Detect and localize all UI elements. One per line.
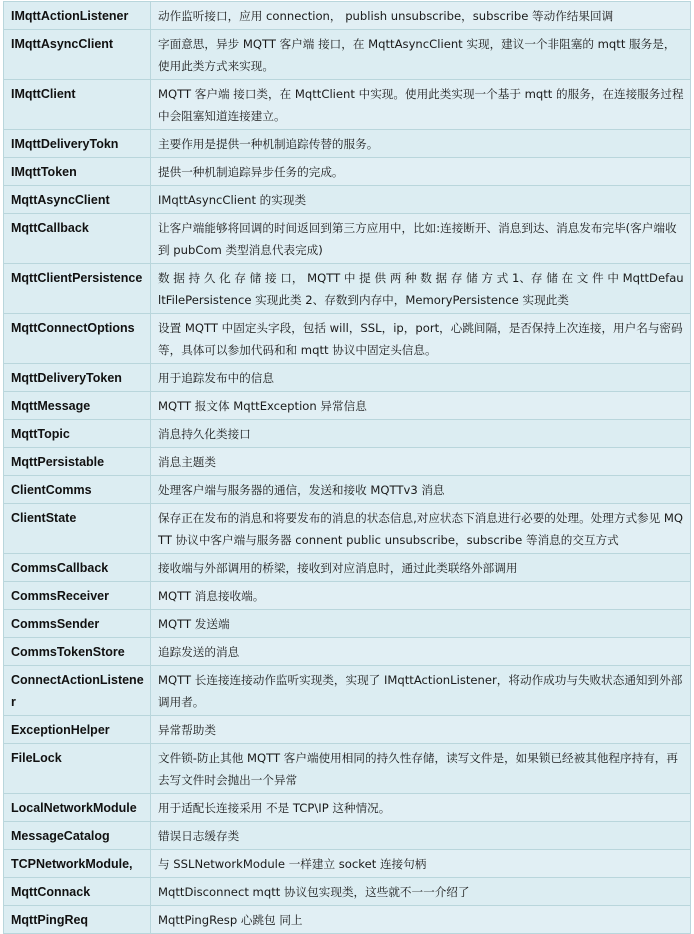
table-row <box>4 582 691 610</box>
table-row <box>4 158 691 186</box>
class-description-cell: MQTT 消息接收端。 <box>151 582 691 610</box>
class-description-cell: MQTT 长连接连接动作监听实现类，实现了 IMqttActionListener，将动作成功与失败状态通知到外部调用者。 <box>151 666 691 716</box>
class-description-cell: 处理客户端与服务器的通信，发送和接收 MQTTv3 消息 <box>151 476 691 504</box>
table-row <box>4 314 691 364</box>
class-description-cell: 异常帮助类 <box>151 716 691 744</box>
table-row <box>4 822 691 850</box>
table-row <box>4 476 691 504</box>
class-description-cell: 消息主题类 <box>151 448 691 476</box>
class-description-cell: IMqttAsyncClient 的实现类 <box>151 186 691 214</box>
class-description-cell: 设置 MQTT 中固定头字段，包括 will，SSL，ip，port，心跳间隔，是否保持上次连接，用户名与密码等，具体可以参加代码和和 mqtt 协议中固定头信息。 <box>151 314 691 364</box>
class-name-cell: MqttCallback <box>4 214 151 264</box>
table-row <box>4 420 691 448</box>
class-name-cell: MqttAsyncClient <box>4 186 151 214</box>
class-description-cell: 数 据 持 久 化 存 储 接 口， MQTT 中 提 供 两 种 数 据 存 储 方 式 1、存 储 在 文 件 中 MqttDefaultFilePersistence 实现此类 2、存数到内存中，MemoryPersistence 实现此类 <box>151 264 691 314</box>
class-name-cell: MqttTopic <box>4 420 151 448</box>
class-name-cell: FileLock <box>4 744 151 794</box>
table-row <box>4 80 691 130</box>
class-name-cell: MqttClientPersistence <box>4 264 151 314</box>
class-name-cell: MqttDeliveryToken <box>4 364 151 392</box>
class-description-cell: 接收端与外部调用的桥梁，接收到对应消息时，通过此类联络外部调用 <box>151 554 691 582</box>
class-description-cell: 追踪发送的消息 <box>151 638 691 666</box>
class-name-cell: CommsTokenStore <box>4 638 151 666</box>
table-row <box>4 392 691 420</box>
class-name-cell: ClientComms <box>4 476 151 504</box>
class-name-cell: CommsReceiver <box>4 582 151 610</box>
class-name-cell: IMqttToken <box>4 158 151 186</box>
class-description-cell: 消息持久化类接口 <box>151 420 691 448</box>
table-row <box>4 744 691 794</box>
class-description-cell: 动作监听接口，应用 connection， publish unsubscribe，subscribe 等动作结果回调 <box>151 2 691 30</box>
class-description-cell: MQTT 报文体 MqttException 异常信息 <box>151 392 691 420</box>
class-name-cell: ClientState <box>4 504 151 554</box>
table-row <box>4 448 691 476</box>
class-name-cell: MqttConnectOptions <box>4 314 151 364</box>
table-row <box>4 2 691 30</box>
class-name-cell: TCPNetworkModule, <box>4 850 151 878</box>
table-row <box>4 666 691 716</box>
table-row <box>4 214 691 264</box>
table-row <box>4 716 691 744</box>
class-name-cell: MqttPingReq <box>4 906 151 934</box>
class-name-cell: ExceptionHelper <box>4 716 151 744</box>
table-row <box>4 638 691 666</box>
class-name-cell: IMqttActionListener <box>4 2 151 30</box>
class-name-cell: MqttMessage <box>4 392 151 420</box>
class-description-cell: 字面意思，异步 MQTT 客户端 接口，在 MqttAsyncClient 实现，建议一个非阻塞的 mqtt 服务是，使用此类方式来实现。 <box>151 30 691 80</box>
class-name-cell: IMqttDeliveryTokn <box>4 130 151 158</box>
table-row <box>4 130 691 158</box>
table-body <box>4 2 691 934</box>
class-description-cell: 保存正在发布的消息和将要发布的消息的状态信息,对应状态下消息进行必要的处理。处理方式参见 MQTT 协议中客户端与服务器 connent public unsubscribe，subscribe 等消息的交互方式 <box>151 504 691 554</box>
table-row <box>4 264 691 314</box>
table-row <box>4 504 691 554</box>
class-description-cell: 提供一种机制追踪异步任务的完成。 <box>151 158 691 186</box>
class-description-cell: 错误日志缓存类 <box>151 822 691 850</box>
class-name-cell: CommsCallback <box>4 554 151 582</box>
class-description-cell: MqttPingResp 心跳包 同上 <box>151 906 691 934</box>
table-row <box>4 878 691 906</box>
class-description-cell: 文件锁-防止其他 MQTT 客户端使用相同的持久性存储，读写文件是，如果锁已经被其他程序持有，再去写文件时会抛出一个异常 <box>151 744 691 794</box>
class-name-cell: IMqttClient <box>4 80 151 130</box>
class-description-cell: MqttDisconnect mqtt 协议包实现类，这些就不一一介绍了 <box>151 878 691 906</box>
table-row <box>4 610 691 638</box>
class-description-cell: 让客户端能够将回调的时间返回到第三方应用中，比如:连接断开、消息到达、消息发布完毕(客户端收到 pubCom 类型消息代表完成) <box>151 214 691 264</box>
table-row <box>4 186 691 214</box>
class-description-cell: MQTT 发送端 <box>151 610 691 638</box>
table-row <box>4 364 691 392</box>
class-name-cell: MessageCatalog <box>4 822 151 850</box>
class-description-cell: 用于追踪发布中的信息 <box>151 364 691 392</box>
class-name-cell: MqttPersistable <box>4 448 151 476</box>
class-description-cell: MQTT 客户端 接口类，在 MqttClient 中实现。使用此类实现一个基于 mqtt 的服务，在连接服务过程中会阻塞知道连接建立。 <box>151 80 691 130</box>
api-class-table <box>3 1 691 934</box>
class-description-cell: 与 SSLNetworkModule 一样建立 socket 连接句柄 <box>151 850 691 878</box>
table-row <box>4 906 691 934</box>
class-name-cell: LocalNetworkModule <box>4 794 151 822</box>
class-description-cell: 主要作用是提供一种机制追踪传替的服务。 <box>151 130 691 158</box>
class-description-cell: 用于适配长连接采用 不是 TCP\IP 这种情况。 <box>151 794 691 822</box>
class-name-cell: IMqttAsyncClient <box>4 30 151 80</box>
table-row <box>4 554 691 582</box>
class-name-cell: MqttConnack <box>4 878 151 906</box>
class-name-cell: ConnectActionListener <box>4 666 151 716</box>
table-row <box>4 30 691 80</box>
table-row <box>4 850 691 878</box>
class-name-cell: CommsSender <box>4 610 151 638</box>
table-row <box>4 794 691 822</box>
